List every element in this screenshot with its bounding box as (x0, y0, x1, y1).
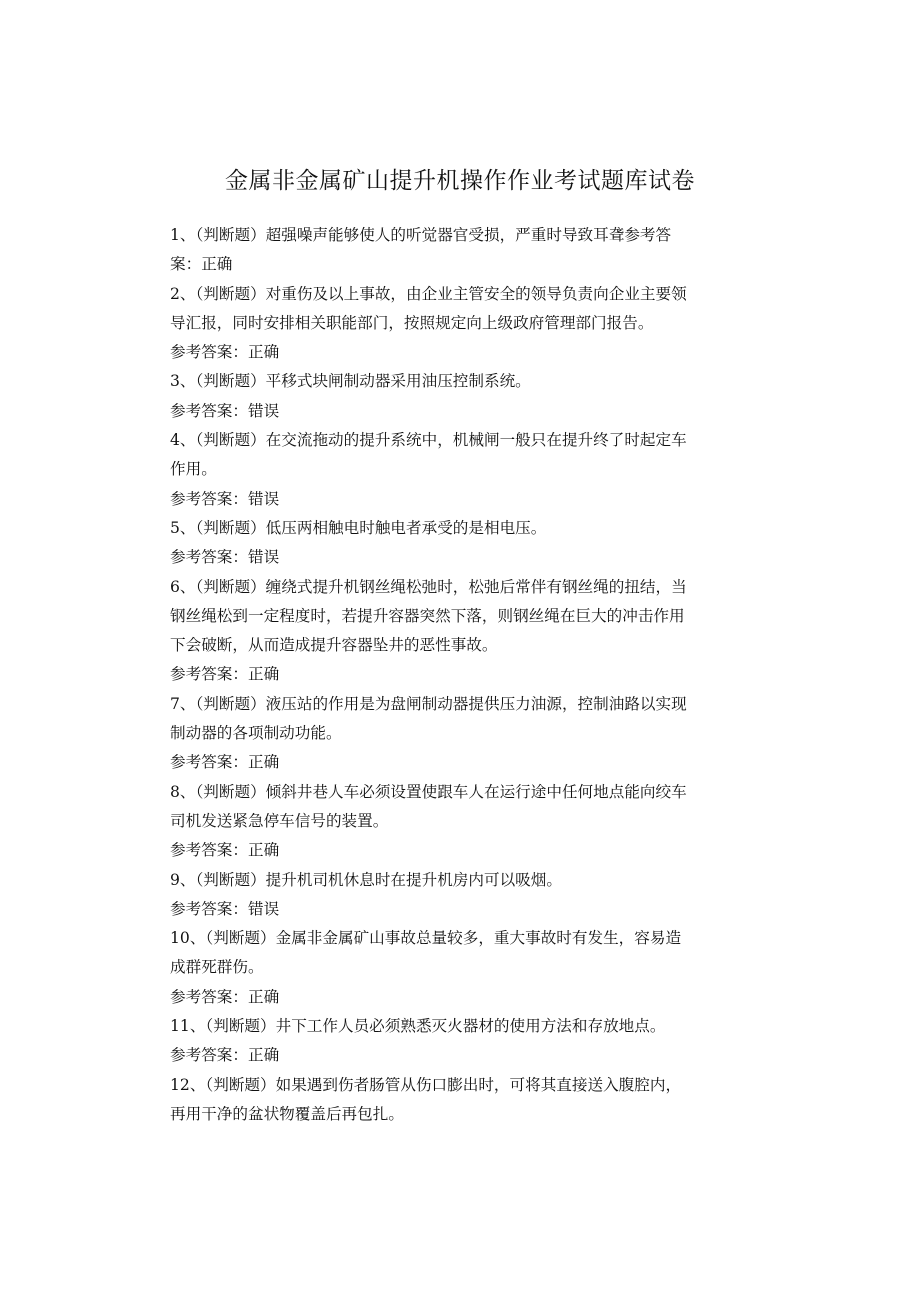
text-line: 钢丝绳松到一定程度时，若提升容器突然下落，则钢丝绳在巨大的冲击作用 (170, 606, 685, 625)
text-line: 下会破断，从而造成提升容器坠井的恶性事故。 (170, 636, 498, 655)
text-line: 导汇报，同时安排相关职能部门，按照规定向上级政府管理部门报告。 (170, 313, 654, 332)
text-line: 3、（判断题）平移式块闸制动器采用油压控制系统。 (170, 372, 531, 391)
text-line: 11、（判断题）井下工作人员必须熟悉灭火器材的使用方法和存放地点。 (170, 1017, 666, 1036)
text-line: 案：正确 (170, 255, 233, 274)
text-line: 参考答案：错误 (170, 401, 280, 420)
text-line: 作用。 (170, 460, 217, 479)
text-line: 9、（判断题）提升机司机休息时在提升机房内可以吸烟。 (170, 870, 562, 889)
text-line: 再用干净的盆状物覆盖后再包扎。 (170, 1104, 404, 1123)
text-line: 参考答案：错误 (170, 489, 280, 508)
text-line: 6、（判断题）缠绕式提升机钢丝绳松弛时，松弛后常伴有钢丝绳的扭结，当 (170, 577, 687, 596)
text-line: 制动器的各项制动功能。 (170, 724, 342, 743)
text-line: 司机发送紧急停车信号的装置。 (170, 811, 389, 830)
text-line: 参考答案：正确 (170, 1046, 280, 1065)
text-line: 10、（判断题）金属非金属矿山事故总量较多，重大事故时有发生，容易造 (170, 929, 682, 948)
text-line: 参考答案：正确 (170, 987, 280, 1006)
text-line: 参考答案：错误 (170, 548, 280, 567)
text-line: 参考答案：正确 (170, 665, 280, 684)
text-line: 5、（判断题）低压两相触电时触电者承受的是相电压。 (170, 518, 547, 537)
text-line: 参考答案：正确 (170, 753, 280, 772)
text-line: 参考答案：正确 (170, 841, 280, 860)
text-line: 7、（判断题）液压站的作用是为盘闸制动器提供压力油源，控制油路以实现 (170, 694, 687, 713)
question-list (170, 221, 742, 1129)
text-line: 4、（判断题）在交流拖动的提升系统中，机械闸一般只在提升终了时起定车 (170, 431, 687, 450)
text-line: 2、（判断题）对重伤及以上事故，由企业主管安全的领导负责向企业主要领 (170, 284, 687, 303)
text-line: 8、（判断题）倾斜井巷人车必须设置使跟车人在运行途中任何地点能向绞车 (170, 782, 687, 801)
text-line: 参考答案：错误 (170, 899, 280, 918)
text-line: 1、（判断题）超强噪声能够使人的听觉器官受损，严重时导致耳聋参考答 (170, 226, 672, 244)
text-line: 12、（判断题）如果遇到伤者肠管从伤口膨出时，可将其直接送入腹腔内， (170, 1075, 682, 1094)
text-line: 参考答案：正确 (170, 343, 280, 362)
document-title: 金属非金属矿山提升机操作作业考试题库试卷 (225, 168, 695, 194)
text-line: 成群死群伤。 (170, 958, 264, 977)
